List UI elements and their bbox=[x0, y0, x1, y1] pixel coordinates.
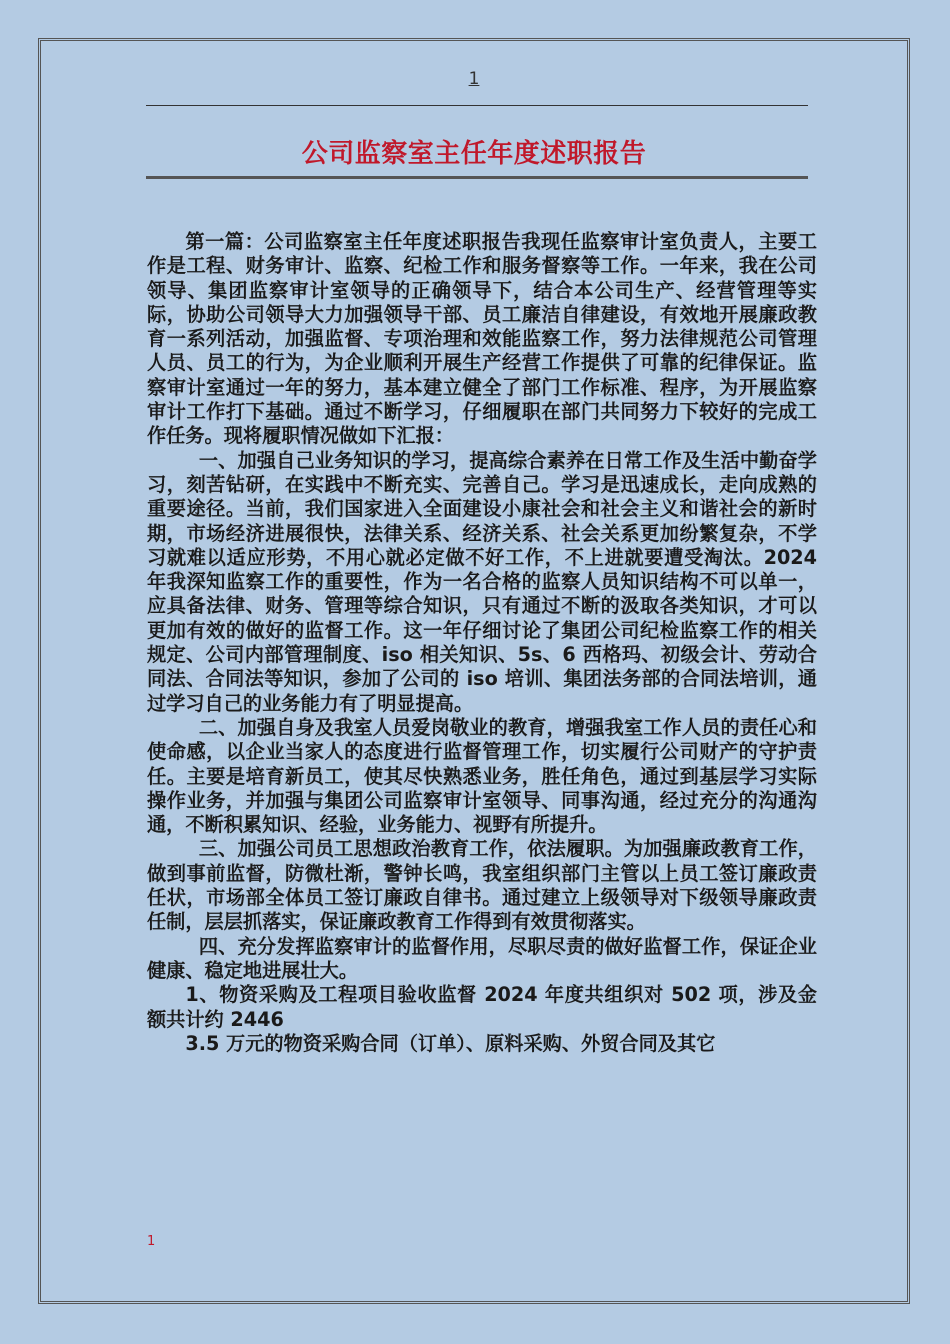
paragraph-item-1-cont: 3.5 万元的物资采购合同（订单）、原料采购、外贸合同及其它 bbox=[185, 1031, 716, 1055]
paragraph-item-1: 1、物资采购及工程项目验收监督 2024 年度共组织对 502 项，涉及金额共计约 2446 bbox=[147, 983, 817, 1031]
footer-page-number: 1 bbox=[147, 1234, 156, 1249]
title-divider bbox=[146, 176, 808, 179]
header-divider bbox=[146, 105, 808, 106]
document-page bbox=[38, 38, 910, 1304]
document-body bbox=[147, 230, 817, 1056]
header-page-number: 1 bbox=[468, 69, 480, 89]
paragraph-section-2: 二、加强自身及我室人员爱岗敬业的教育，增强我室工作人员的责任心和使命感，以企业当家人的态度进行监督管理工作，切实履行公司财产的守护责任。主要是培育新员工，使其尽快熟悉业务，胜任角色，通过到基层学习实际操作业务，并加强与集团公司监察审计室领导、同事沟通，经过充分的沟通沟通，不断积累知识、经验，业务能力、视野有所提升。 bbox=[147, 715, 817, 837]
paragraph-intro: 第一篇：公司监察室主任年度述职报告我现任监察审计室负责人，主要工作是工程、财务审计、监察、纪检工作和服务督察等工作。一年来，我在公司领导、集团监察审计室领导的正确领导下，结合本公司生产、经营管理等实际，协助公司领导大力加强领导干部、员工廉洁自律建设，有效地开展廉政教育一系列活动，加强监督、专项治理和效能监察工作，努力法律规范公司管理人员、员工的行为，为企业顺利开展生产经营工作提供了可靠的纪律保证。监察审计室通过一年的努力，基本建立健全了部门工作标准、程序，为开展监察审计工作打下基础。通过不断学习，仔细履职在部门共同努力下较好的完成工作任务。现将履职情况做如下汇报： bbox=[147, 230, 817, 448]
document-title: 公司监察室主任年度述职报告 bbox=[301, 139, 647, 169]
paragraph-section-4: 四、充分发挥监察审计的监督作用，尽职尽责的做好监督工作，保证企业健康、稳定地进展壮大。 bbox=[147, 934, 817, 982]
paragraph-section-1: 一、加强自己业务知识的学习，提高综合素养在日常工作及生活中勤奋学习，刻苦钻研，在实践中不断充实、完善自己。学习是迅速成长，走向成熟的重要途径。当前，我们国家进入全面建设小康社会和社会主义和谐社会的新时期，市场经济进展很快，法律关系、经济关系、社会关系更加纷繁复杂，不学习就难以适应形势，不用心就必定做不好工作，不上进就要遭受淘汰。2024 年我深知监察工作的重要性，作为一名合格的监察人员知识结构不可以单一，应具备法律、财务、管理等综合知识，只有通过不断的汲取各类知识，才可以更加有效的做好的监督工作。这一年仔细讨论了集团公司纪检监察工作的相关规定、公司内部管理制度、iso 相关知识、5s、6 西格玛、初级会计、劳动合同法、合同法等知识，参加了公司的 iso 培训、集团法务部的合同法培训，通过学习自己的业务能力有了明显提高。 bbox=[147, 448, 817, 715]
paragraph-section-3: 三、加强公司员工思想政治教育工作，依法履职。为加强廉政教育工作，做到事前监督，防微杜渐，警钟长鸣，我室组织部门主管以上员工签订廉政责任状，市场部全体员工签订廉政自律书。通过建立上级领导对下级领导廉政责任制，层层抓落实，保证廉政教育工作得到有效贯彻落实。 bbox=[147, 837, 817, 934]
